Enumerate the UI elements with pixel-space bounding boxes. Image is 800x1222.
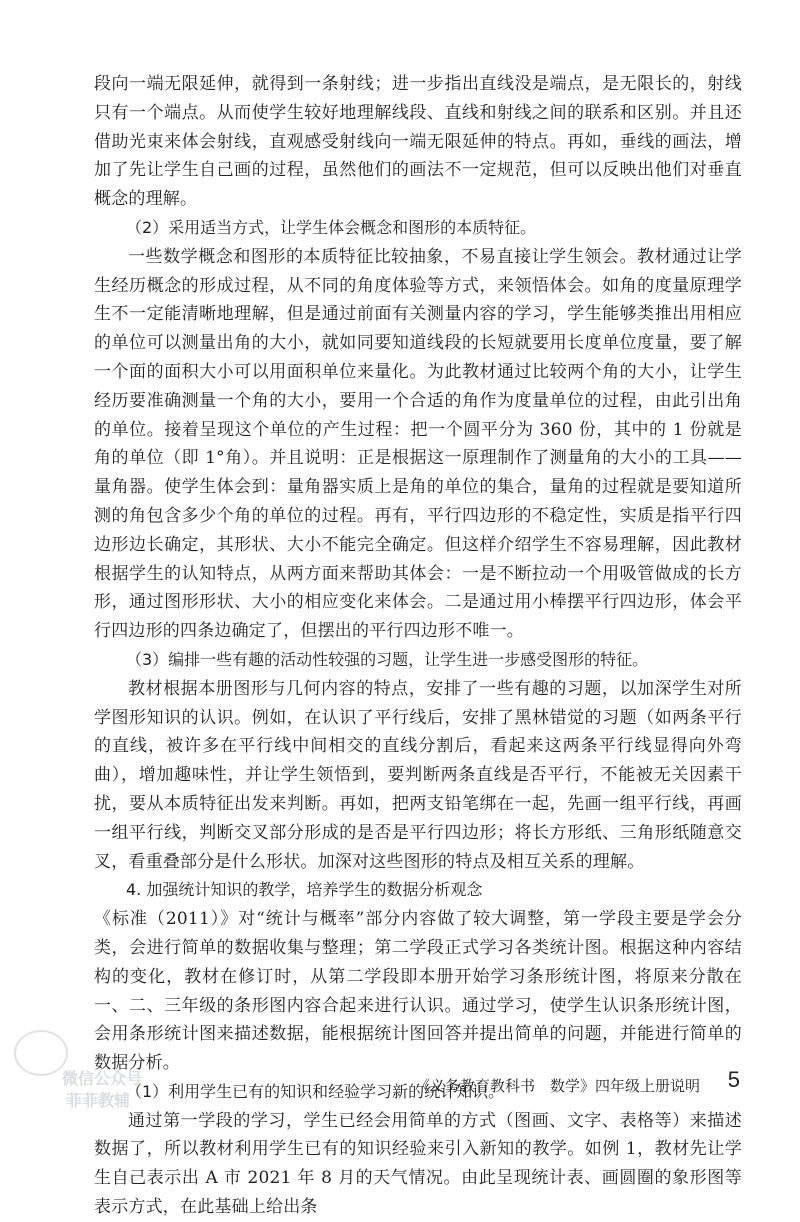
- subheading: （2）采用适当方式，让学生体会概念和图形的本质特征。: [126, 217, 537, 237]
- page-number: 5: [727, 1067, 740, 1092]
- page-body: [94, 70, 742, 1222]
- watermark-line-2: 菲菲教辅: [66, 1091, 131, 1110]
- paragraph: 教材根据本册图形与几何内容的特点，安排了一些有趣的习题，以加深学生对所学图形知识的认识。例如，在认识了平行线后，安排了黑林错觉的习题（如两条平行的直线，被许多在平行线中间相交的直线分割后，看起来这两条平行线显得向外弯曲），增加趣味性，并让学生领悟到，要判断两条直线是否平行，不能被无关因素干扰，要从本质特征出发来判断。再如，把两支铅笔绑在一起，先画一组平行线，再画一组平行线，判断交叉部分形成的是否是平行四边形；将长方形纸、三角形纸随意交叉，看重叠部分是什么形状。加深对这些图形的特点及相互关系的理解。: [94, 678, 742, 872]
- subheading: （1）利用学生已有的知识和经验学习新的统计知识。: [126, 1081, 505, 1101]
- paragraph: 《标准（2011）》对“统计与概率”部分内容做了较大调整，第一学段主要是学会分类，会进行简单的数据收集与整理；第二学段正式学习各类统计图。根据这种内容结构的变化，教材在修订时，从第二学段即本册开始学习条形统计图，将原来分散在一、二、三年级的条形图内容合起来进行认识。通过学习，使学生认识条形统计图，会用条形统计图来描述数据，能根据统计图回答并提出简单的问题，并能进行简单的数据分析。: [94, 909, 742, 1074]
- page-footer: [0, 1063, 800, 1103]
- running-title: 《义务教育教科书 数学》四年级上册说明: [414, 1077, 700, 1095]
- paragraph: 一些数学概念和图形的本质特征比较抽象，不易直接让学生领会。教材通过让学生经历概念的形成过程，从不同的角度体验等方式，来领悟体会。如角的度量原理学生不一定能清晰地理解，但是通过前面有关测量内容的学习，学生能够类推出用相应的单位可以测量出角的大小，就如同要知道线段的长短就要用长度单位度量，要了解一个面的面积大小可以用面积单位来量化。为此教材通过比较两个角的大小，让学生经历要准确测量一个角的大小，要用一个合适的角作为度量单位的过程，由此引出角的单位。接着呈现这个单位的产生过程：把一个圆平分为 360 份，其中的 1 份就是角的单位（即 1°角）。并且说明：正是根据这一原理制作了测量角的大小的工具——量角器。使学生体会到：量角器实质上是角的单位的集合，量角的过程就是要知道所测的角包含多少个角的单位的过程。再有，平行四边形的不稳定性，实质是指平行四边形边长确定，其形状、大小不能完全确定。但这样介绍学生不容易理解，因此教材根据学生的认知特点，从两方面来帮助其体会：一是不断拉动一个用吸管做成的长方形，通过图形形状、大小的相应变化来体会。二是通过用小棒摆平行四边形，体会平行四边形的四条边确定了，但摆出的平行四边形不唯一。: [94, 246, 742, 642]
- paragraph: 通过第一学段的学习，学生已经会用简单的方式（图画、文字、表格等）来描述数据了，所以教材利用学生已有的知识经验来引入新知的教学。如例 1，教材先让学生自己表示出 A 市 2021 年 8 月的天气情况。由此呈现统计表、画圆圈的象形图等表示方式，在此基础上给出条: [94, 1110, 742, 1218]
- paragraph: 段向一端无限延伸，就得到一条射线；进一步指出直线没是端点，是无限长的，射线只有一个端点。从而使学生较好地理解线段、直线和射线之间的联系和区别。并且还借助光束来体会射线，直观感受射线向一端无限延伸的特点。再如，垂线的画法，增加了先让学生自己画的过程，虽然他们的画法不一定规范，但可以反映出他们对垂直概念的理解。: [94, 74, 742, 210]
- section-heading: 4. 加强统计知识的教学，培养学生的数据分析观念: [126, 880, 483, 900]
- watermark-line-1: 微信公众号: [62, 1069, 143, 1088]
- subheading: （3）编排一些有趣的活动性较强的习题，让学生进一步感受图形的特征。: [126, 649, 649, 669]
